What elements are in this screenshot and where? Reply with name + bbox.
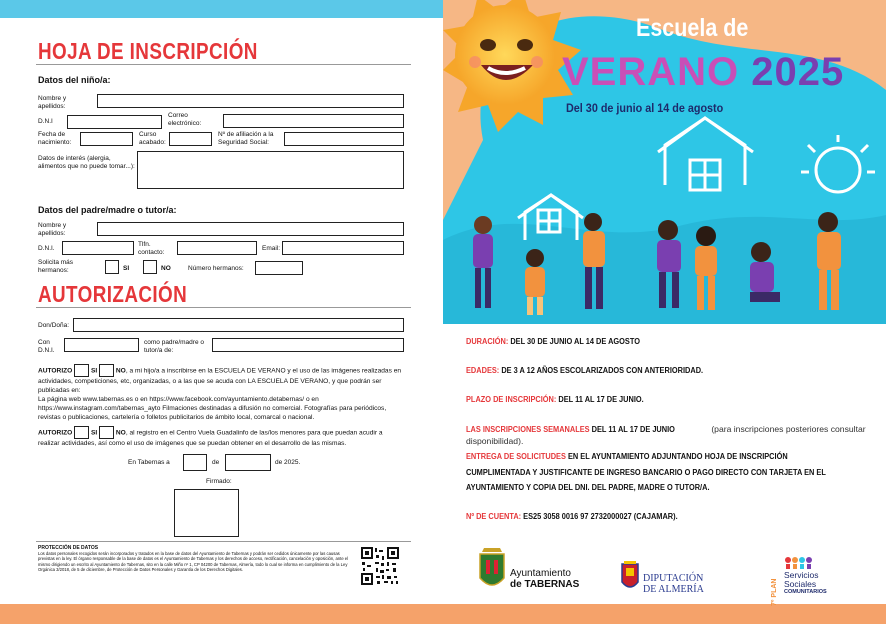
- cover-title-verano: [562, 50, 844, 95]
- parent-name-field[interactable]: [97, 222, 404, 236]
- dip-logo-text: [643, 573, 704, 595]
- auth2-yes-checkbox[interactable]: [74, 426, 89, 439]
- ages-value: DE 3 A 12 AÑOS ESCOLARIZADOS CON ANTERIORIDAD.: [501, 365, 704, 375]
- delivery-value: EN EL AYUNTAMIENTO ADJUNTANDO HOJA DE INSCRIPCIÓN: [567, 451, 788, 461]
- auth2-no-label: NO: [115, 429, 126, 437]
- qr-code[interactable]: [360, 546, 400, 586]
- auth-child-field[interactable]: [212, 338, 404, 352]
- info-weekly-note-wrap: [466, 423, 866, 447]
- auth-paragraph-2: [38, 426, 405, 448]
- child-name-label: Nombre y apellidos:: [38, 95, 67, 110]
- top-color-bar: [0, 0, 443, 18]
- child-birth-field[interactable]: [80, 132, 133, 146]
- siblings-yes-label: SI: [123, 265, 130, 272]
- cover-dates: Del 30 de junio al 14 de agosto: [566, 101, 724, 115]
- child-birth-label: Fecha de nacimiento:: [38, 131, 72, 146]
- bottom-color-bar: [0, 604, 886, 624]
- siblings-yes-checkbox[interactable]: [105, 260, 119, 274]
- auth-dni-field[interactable]: [64, 338, 139, 352]
- ss-line3: COMUNITARIOS: [784, 589, 827, 595]
- year-label: de 2025.: [275, 459, 301, 466]
- child-dni-label: D.N.I: [38, 118, 53, 125]
- auth2-yes-label: SI: [91, 429, 98, 437]
- authorize-word-2: AUTORIZO: [38, 429, 73, 437]
- signature-field[interactable]: [174, 489, 239, 537]
- dip-line2: DE ALMERÍA: [643, 584, 704, 595]
- tabernas-crest-icon: [478, 546, 506, 596]
- child-email-field[interactable]: [223, 114, 404, 128]
- siblings-label: Solicita más hermanos:: [38, 259, 74, 274]
- ayto-line1: Ayuntamiento: [510, 568, 571, 579]
- cover-title-line1: Escuela de: [636, 14, 749, 42]
- info-delivery: [466, 450, 788, 462]
- auth-dni-label: Con D.N.I.: [38, 339, 55, 354]
- siblings-no-label: NO: [161, 265, 171, 272]
- place-label: En Tabernas a: [128, 459, 170, 466]
- parent-email-label: Email:: [262, 245, 281, 252]
- info-delivery-2: CUMPLIMENTADA Y JUSTIFICANTE DE INGRESO BANCARIO O PAGO DIRECTO CON TARJETA EN EL: [466, 467, 826, 477]
- auth-paragraph-1: [38, 364, 405, 422]
- auth1-text: , a mi hijo/a a inscribirse en la ESCUELA DE VERANO y el uso de las imágenes realizadas en actividades, competiciones, etc, organizadas, o a las que se acuda con LA ESCUELA DE VERANO, y que podrán ser publicadas en:: [38, 367, 402, 394]
- info-delivery-3: AYUNTAMIENTO Y COPIA DEL DNI. DEL PADRE, MADRE O TUTOR/A.: [466, 482, 710, 492]
- parent-phone-label: Tlfn. contacto:: [138, 241, 165, 256]
- title-divider: [36, 64, 411, 65]
- auth1-no-label: NO: [115, 367, 126, 375]
- info-duration: [466, 335, 640, 347]
- auth-don-field[interactable]: [73, 318, 404, 332]
- child-interest-label: Datos de interés (alergia, alimentos que no puede tomar...):: [38, 155, 135, 170]
- social-services-people-icon: [784, 556, 812, 570]
- siblings-count-label: Número hermanos:: [188, 265, 244, 272]
- info-term: [466, 393, 644, 405]
- parent-phone-field[interactable]: [177, 241, 257, 255]
- auth2-text: , al registro en el Centro Vuela Guadalinfo de las/los menores para que puedan acudir a realizar actividades, así como el uso de imágenes que se puedan obtener en el desarrollo de las mismas.: [38, 429, 383, 447]
- child-course-label: Curso acabado:: [139, 131, 166, 146]
- ages-label: EDADES:: [466, 365, 500, 375]
- siblings-count-field[interactable]: [255, 261, 303, 275]
- ayto-line2: de TABERNAS: [510, 579, 580, 590]
- child-ss-field[interactable]: [284, 132, 404, 146]
- signed-label: Firmado:: [206, 478, 232, 485]
- child-name-field[interactable]: [97, 94, 404, 108]
- parent-name-label: Nombre y apellidos:: [38, 222, 67, 237]
- child-dni-field[interactable]: [67, 115, 162, 129]
- ss-line1: Servicios: [784, 570, 819, 580]
- auth1-yes-checkbox[interactable]: [74, 364, 89, 377]
- de-label: de: [212, 459, 220, 466]
- cover-art: [443, 0, 886, 324]
- auth1-text-2: La página web www.tabernas.es o en https://www.facebook.com/ayuntamiento.detabernas/ o en https://www.instagram.com/tabernas_ayto Filmaciones destinadas a difusión no comercial. Fotografías para periódicos, revistas o publicaciones, cartelería o folletos publicitarios de ámbito local, comarcal o nacional.: [38, 396, 387, 421]
- delivery-label: ENTREGA DE SOLICITUDES: [466, 451, 566, 461]
- plan-label: 7º PLAN: [771, 578, 778, 606]
- auth-title: AUTORIZACIÓN: [38, 281, 188, 307]
- info-account: [466, 510, 678, 522]
- parent-section-heading: Datos del padre/madre o tutor/a:: [38, 205, 177, 215]
- auth-divider: [36, 307, 411, 308]
- child-course-field[interactable]: [169, 132, 212, 146]
- privacy-title: PROTECCIÓN DE DATOS: [38, 545, 99, 551]
- parent-email-field[interactable]: [282, 241, 404, 255]
- dip-line1: DIPUTACIÓN: [643, 573, 704, 584]
- verano-word: VERANO: [562, 50, 740, 94]
- duration-label: DURACIÓN:: [466, 336, 509, 346]
- auth1-yes-label: SI: [91, 367, 98, 375]
- weekly-label: LAS INSCRIPCIONES SEMANALES: [466, 424, 590, 434]
- privacy-divider: [36, 541, 411, 542]
- child-email-label: Correo electrónico:: [168, 112, 202, 127]
- ayto-logo-text: [510, 568, 579, 590]
- authorize-word: AUTORIZO: [38, 367, 73, 375]
- weekly-note: (para inscripciones posteriores consultar disponibilidad).: [466, 424, 866, 446]
- parent-dni-label: D.N.I.: [38, 245, 55, 252]
- auth-as-label: como padre/madre o tutor/a de:: [144, 339, 204, 354]
- month-field[interactable]: [225, 454, 271, 471]
- duration-value: DEL 30 DE JUNIO AL 14 DE AGOSTO: [510, 336, 641, 346]
- term-label: PLAZO DE INSCRIPCIÓN:: [466, 394, 557, 404]
- auth2-no-checkbox[interactable]: [99, 426, 114, 439]
- account-label: Nº DE CUENTA:: [466, 511, 522, 521]
- parent-dni-field[interactable]: [62, 241, 134, 255]
- ss-line2: Sociales: [784, 579, 817, 589]
- cover-illustration: [443, 0, 886, 324]
- account-value: ES25 3058 0016 97 2732000027 (CAJAMAR).: [523, 511, 678, 521]
- term-value: DEL 11 AL 17 DE JUNIO.: [558, 394, 644, 404]
- auth-don-label: Don/Doña:: [38, 322, 70, 329]
- diputacion-crest-icon: [620, 560, 640, 594]
- weekly-value: DEL 11 AL 17 DE JUNIO: [591, 424, 675, 434]
- privacy-text: Los datos personales recogidos serán incorporados y tratados en la base de datos del Ayuntamiento de Tabernas y podrán ser cedidos únicamente por las causas previstas en la ley. El órgano responsable de la base de datos es el Ayuntamiento de Tabernas y los derechos de acceso, rectificación, cancelación y oposición, ante el mismo dirigiendo un escrito al Ayuntamiento de Tabernas, sito en la calle Miño nº 1, CP 04200 de Tabernas, Almería, todo lo cual se informa en cumplimiento de la Ley Orgánica 3/2018, de 5 de diciembre, de Protección de Datos Personales y Garantía de los Derechos Digitales.: [38, 551, 349, 573]
- form-title: HOJA DE INSCRIPCIÓN: [38, 38, 258, 64]
- auth1-no-checkbox[interactable]: [99, 364, 114, 377]
- ss-logo-text: [784, 571, 827, 595]
- year-word: 2025: [751, 50, 845, 94]
- child-section-heading: Datos del niño/a:: [38, 75, 111, 85]
- day-field[interactable]: [183, 454, 207, 471]
- child-ss-label: Nº de afiliación a la Seguridad Social:: [218, 131, 274, 146]
- child-interest-field[interactable]: [137, 151, 404, 189]
- info-ages: [466, 364, 703, 376]
- siblings-no-checkbox[interactable]: [143, 260, 157, 274]
